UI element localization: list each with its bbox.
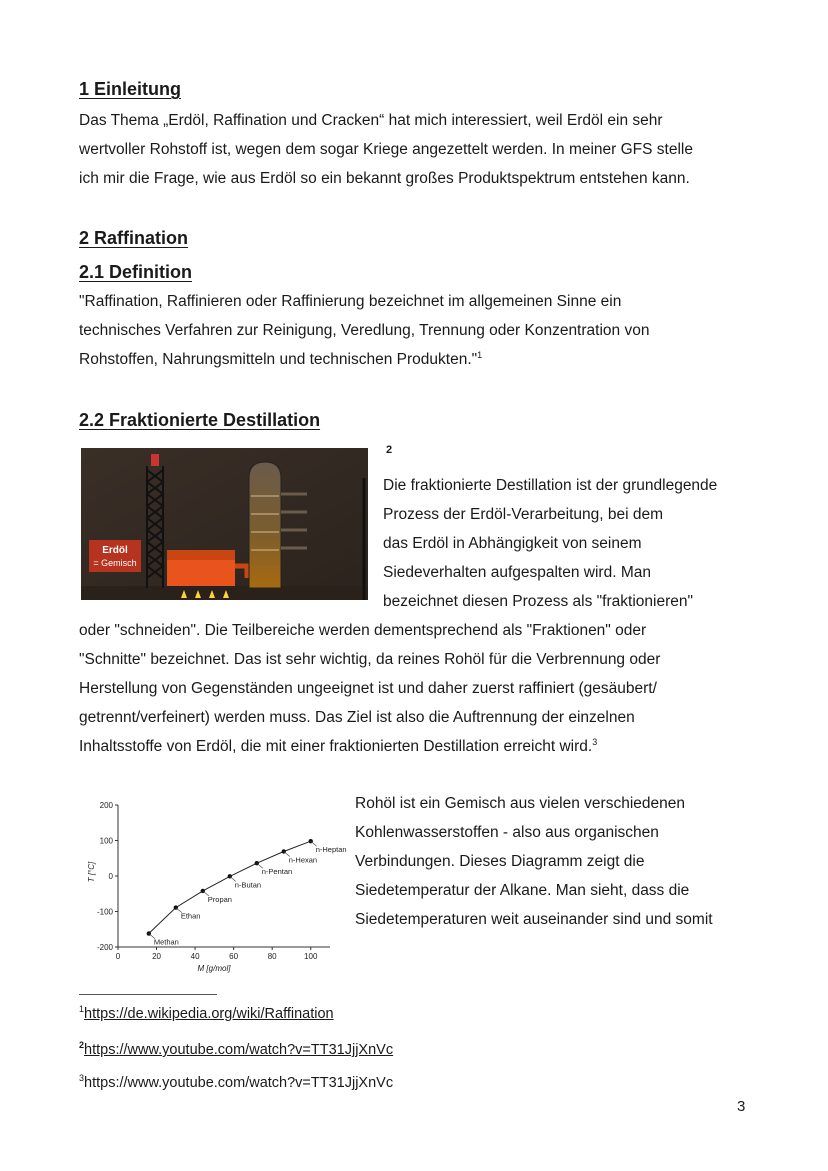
- footnote-link[interactable]: https://de.wikipedia.org/wiki/Raffination: [84, 1006, 334, 1022]
- image-side-line: das Erdöl in Abhängigkeit von seinem: [383, 535, 642, 552]
- x-axis-label: M [g/mol]: [197, 964, 231, 973]
- paragraph-line: wertvoller Rohstoff ist, wegen dem sogar Kriege angezettelt werden. In meiner GFS stelle: [79, 141, 693, 158]
- furnace: [167, 560, 235, 586]
- y-axis-label: T [°C]: [87, 861, 96, 883]
- chart-side-line: Siedetemperaturen weit auseinander sind und somit: [355, 911, 713, 928]
- image-side-line: Siedeverhalten aufgespalten wird. Man: [383, 564, 651, 581]
- footnote-2: $^2$https://www.youtube.com/watch?v=TT31JjjXnVc: [79, 1040, 394, 1058]
- y-tick-label: 100: [99, 836, 113, 846]
- x-tick-label: 20: [152, 952, 161, 961]
- definition-line: Rohstoffen, Nahrungsmitteln und technischen Produkten."$^1$: [79, 349, 483, 368]
- paragraph-line: Herstellung von Gegenständen ungeeignet ist und daher zuerst raffiniert (gesäubert/: [79, 680, 657, 697]
- y-tick-label: 200: [99, 801, 113, 810]
- data-point-label: n-Pentan: [261, 867, 293, 877]
- data-point-label: n-Heptan: [315, 845, 347, 855]
- image-side-line: Prozess der Erdöl-Verarbeitung, bei dem: [383, 506, 664, 523]
- data-point-label: n-Hexan: [288, 855, 318, 865]
- heading-einleitung: 1 Einleitung: [79, 79, 182, 99]
- y-tick-label: -100: [96, 907, 113, 917]
- x-tick-label: 40: [190, 952, 200, 961]
- footnote-link[interactable]: https://www.youtube.com/watch?v=TT31JjjXnVc: [84, 1042, 394, 1058]
- paragraph-line: oder "schneiden". Die Teilbereiche werden dementsprechend als "Fraktionen" oder: [79, 622, 647, 639]
- chart-side-line: Kohlenwasserstoffen - also aus organischen: [355, 824, 659, 841]
- page-number: 3: [737, 1098, 746, 1115]
- x-tick-label: 100: [304, 952, 318, 961]
- footnote-text: https://www.youtube.com/watch?v=TT31JjjXnVc: [84, 1075, 394, 1091]
- chart-side-line: Siedetemperatur der Alkane. Man sieht, dass die: [355, 882, 690, 899]
- footnote-1: $^1$https://de.wikipedia.org/wiki/Raffination: [79, 1004, 334, 1022]
- heading-fraktionierte-destillation: 2.2 Fraktionierte Destillation: [79, 410, 321, 430]
- distillation-column: [249, 462, 281, 588]
- boiling-point-chart: [80, 795, 347, 980]
- image-side-line: Die fraktionierte Destillation ist der grundlegende: [383, 477, 718, 494]
- footnote-ref: 1: [477, 349, 483, 360]
- distillation-image: [81, 448, 368, 600]
- image-side-line: bezeichnet diesen Prozess als "fraktionieren": [383, 593, 693, 610]
- heading-definition: 2.1 Definition: [79, 262, 193, 282]
- data-point-label: n-Butan: [234, 880, 262, 890]
- x-tick-label: 0: [115, 952, 121, 961]
- footnote-divider: [79, 994, 217, 995]
- x-tick-label: 60: [229, 952, 239, 961]
- footnote-3: $^3$https://www.youtube.com/watch?v=TT31JjjXnVc: [79, 1073, 394, 1091]
- image-label-gemisch: = Gemisch: [93, 558, 137, 568]
- paragraph-line: getrennt/verfeinert) werden muss. Das Ziel ist also die Auftrennung der einzelnen: [79, 709, 635, 726]
- definition-line: "Raffination, Raffinieren oder Raffinierung bezeichnet im allgemeinen Sinne ein: [79, 293, 622, 310]
- footnote-ref: 3: [592, 736, 598, 747]
- image-footnote-ref: 2: [386, 444, 393, 456]
- chart-side-line: Verbindungen. Dieses Diagramm zeigt die: [355, 853, 645, 870]
- heading-raffination: 2 Raffination: [79, 228, 189, 248]
- paragraph-line: Das Thema „Erdöl, Raffination und Cracken“ hat mich interessiert, weil Erdöl ein sehr: [79, 112, 663, 129]
- y-tick-label: 0: [108, 872, 113, 881]
- paragraph-line: ich mir die Frage, wie aus Erdöl so ein bekannt großes Produktspektrum entstehen kann.: [79, 170, 690, 187]
- chart-side-line: Rohöl ist ein Gemisch aus vielen verschiedenen: [355, 795, 685, 812]
- image-label-erdoel: Erdöl: [102, 545, 128, 556]
- definition-line: technisches Verfahren zur Reinigung, Veredlung, Trennung oder Konzentration von: [79, 322, 650, 339]
- x-tick-label: 80: [267, 952, 277, 961]
- paragraph-line: "Schnitte" bezeichnet. Das ist sehr wichtig, da reines Rohöl für die Verbrennung oder: [79, 651, 661, 668]
- paragraph-line: Inhaltsstoffe von Erdöl, die mit einer fraktionierten Destillation erreicht wird.$^3$: [79, 736, 598, 755]
- data-point-label: Propan: [207, 894, 232, 904]
- data-point-label: Ethan: [180, 911, 201, 921]
- series-line: [149, 841, 311, 933]
- y-tick-label: -200: [96, 943, 113, 952]
- flare-icon: [151, 454, 159, 466]
- data-point-label: Methan: [153, 937, 179, 947]
